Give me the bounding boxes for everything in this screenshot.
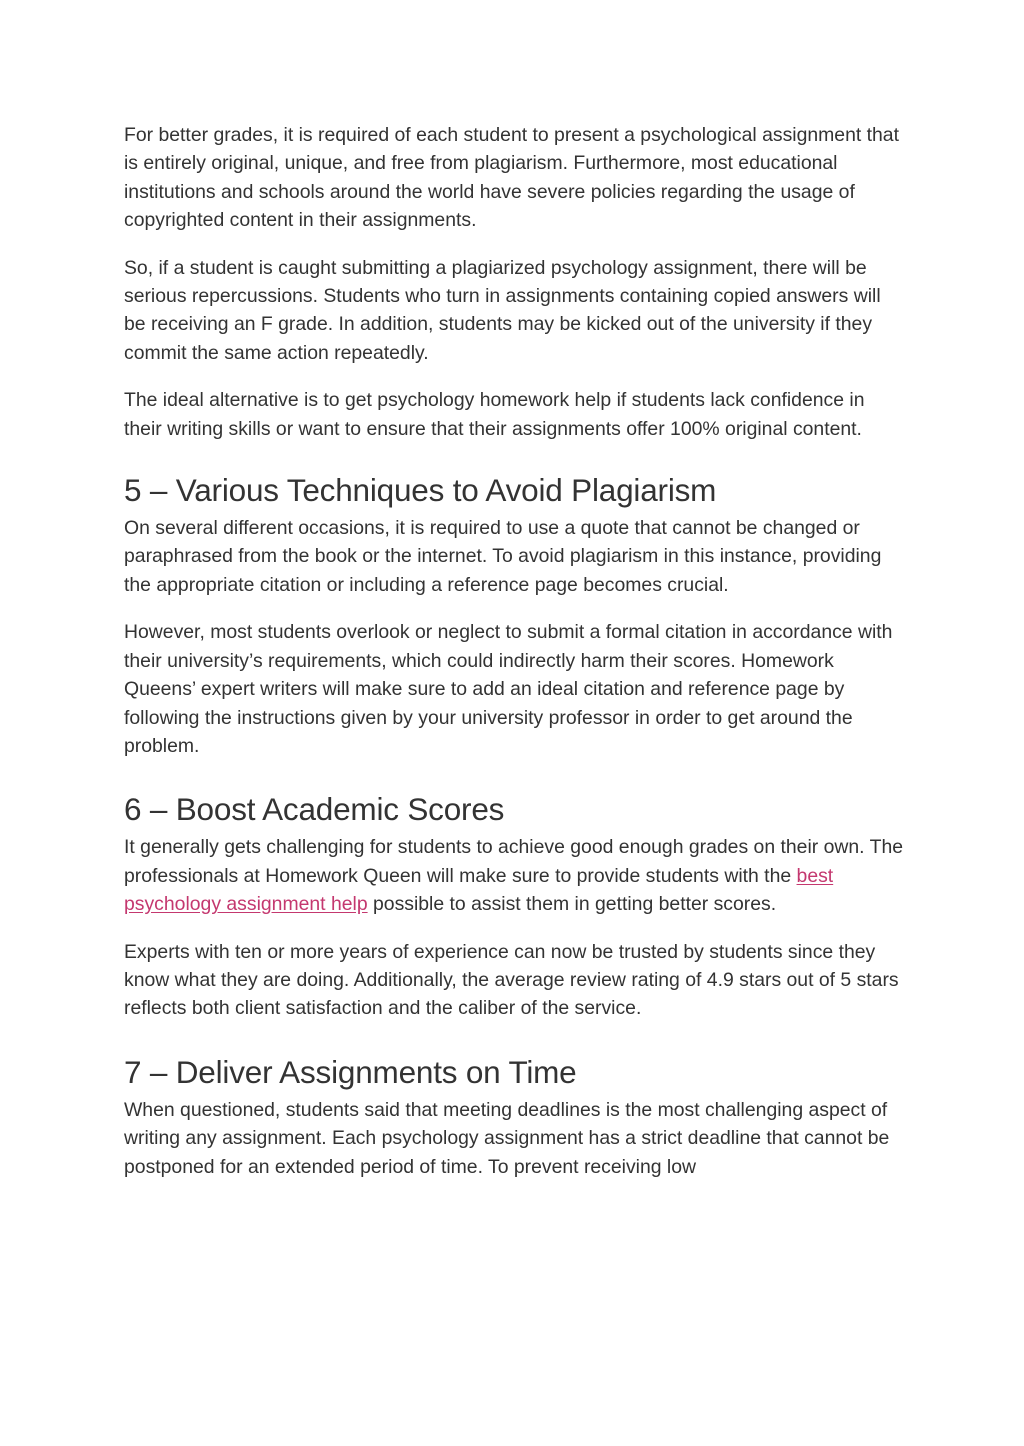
section-5 — [124, 470, 904, 760]
intro-paragraph-3: The ideal alternative is to get psychology homework help if students lack confidence in their writing skills or want to ensure that their assignments offer 100% original content. — [124, 389, 865, 440]
psychology-assignment-help-link[interactable]: best psychology assignment help — [124, 864, 834, 916]
section-7-paragraph-1: When questioned, students said that meeting deadlines is the most challenging aspect of writing any assignment. Each psychology assignment has a strict deadline that cannot be postponed for an extended period of time. To prevent receiving low — [124, 1098, 890, 1178]
section-6-paragraph-2: Experts with ten or more years of experience can now be trusted by students since they know what they are doing. Additionally, the average review rating of 4.9 stars out of 5 stars reflects both client satisfaction and the caliber of the service. — [124, 940, 899, 1020]
intro-paragraph-1: For better grades, it is required of each student to present a psychological assignment that is entirely original, unique, and free from plagiarism. Furthermore, most educational institutions and schools around the world have severe policies regarding the usage of copyrighted content in their assignments. — [124, 124, 899, 232]
section-6-heading: 6 – Boost Academic Scores — [124, 791, 505, 828]
section-5-paragraph-1: On several different occasions, it is required to use a quote that cannot be changed or paraphrased from the book or the internet. To avoid plagiarism in this instance, providing the appropriate citation or including a reference page becomes crucial. — [124, 517, 882, 596]
section-7 — [124, 1052, 904, 1181]
section-7-heading: 7 – Deliver Assignments on Time — [124, 1053, 577, 1090]
intro-paragraph-2: So, if a student is caught submitting a plagiarized psychology assignment, there will be serious repercussions. Students who turn in assignments containing copied answers will be receiving an F grade. In addition, students may be kicked out of the university if they commit the same action repeatedly. — [124, 256, 881, 364]
section-5-heading: 5 – Various Techniques to Avoid Plagiarism — [124, 472, 717, 509]
document-page — [124, 121, 904, 1200]
section-6 — [124, 789, 904, 1022]
section-6-text-after-link: possible to assist them in getting better scores. — [367, 893, 777, 916]
section-6-paragraph-1 — [124, 833, 904, 918]
section-5-paragraph-2: However, most students overlook or neglect to submit a formal citation in accordance with their university’s requirements, which could indirectly harm their scores. Homework Queens’ expert writers will make sure to add an ideal citation and reference page by following the instructions given by your university professor in order to get around the problem. — [124, 621, 893, 757]
section-6-text-before-link: It generally gets challenging for students to achieve good enough grades on their own. The professionals at Homework Queen will make sure to provide students with the — [124, 836, 904, 887]
